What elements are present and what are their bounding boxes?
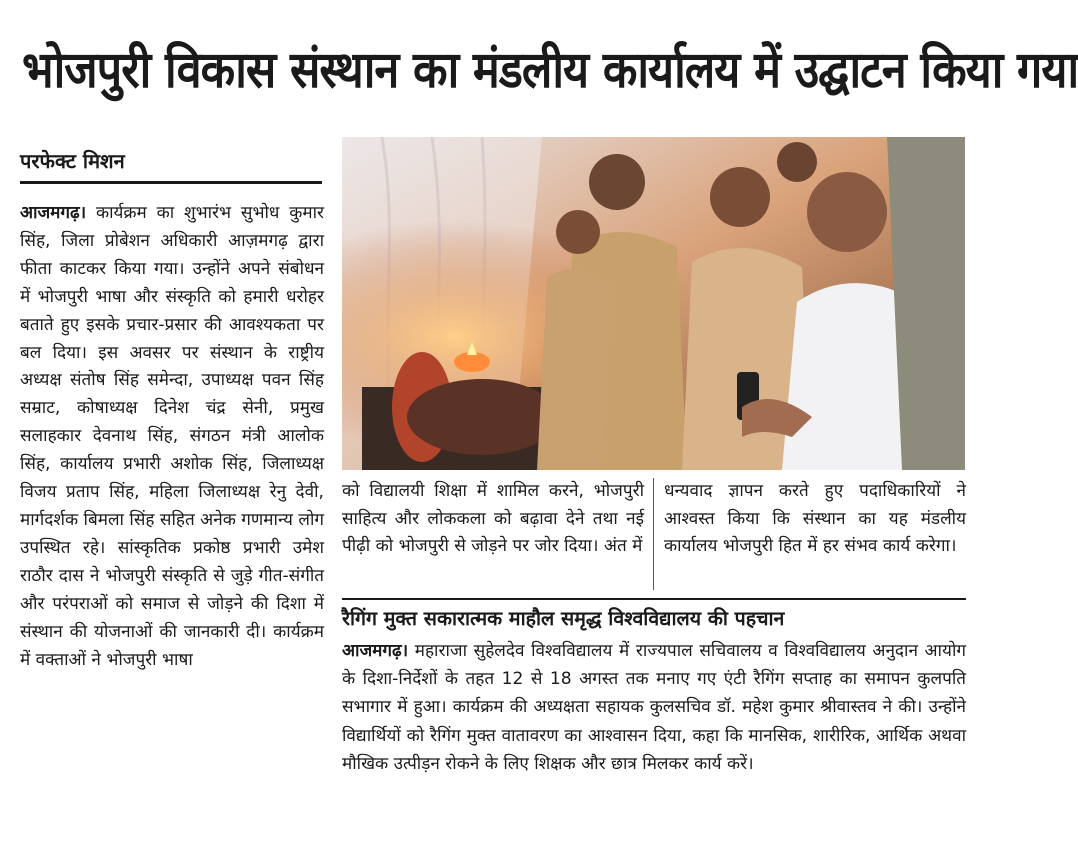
inauguration-photo [342,137,965,470]
left-column-text: कार्यक्रम का शुभारंभ सुभोध कुमार सिंह, जिला प्रोबेशन अधिकारी आज़मगढ़ द्वारा फीता काटकर किया गया। उन्होंने अपने संबोधन में भोजपुरी भाषा और संस्कृति को हमारी धरोहर बताते हुए इसके प्रचार-प्रसार की आवश्यकता पर बल दिया। इस अवसर पर संस्थान के राष्ट्रीय अध्यक्ष संतोष सिंह समेन्दा, उपाध्यक्ष पवन सिंह सम्राट, कोषाध्यक्ष दिनेश चंद्र सेनी, प्रमुख सलाहकार देवनाथ सिंह, संगठन मंत्री आलोक सिंह, कार्यालय प्रभारी अशोक सिंह, जिलाध्यक्ष विजय प्रताप सिंह, महिला जिलाध्यक्ष रेनु देवी, मार्गदर्शक बिमला सिंह सहित अनेक गणमान्य लोग उपस्थित रहे। सांस्कृतिक प्रकोष्ठ प्रभारी उमेश राठौर दास ने भोजपुरी संस्कृति से जुड़े गीत-संगीत और परंपराओं को समाज से जोड़ने की दिशा में संस्थान की योजनाओं की जानकारी दी। कार्यक्रम में वक्ताओं ने भोजपुरी भाषा [20,203,325,670]
sub-article-dateline: आजमगढ़। [342,641,409,661]
article-right-column: धन्यवाद ज्ञापन करते हुए पदाधिकारियों ने आश्वस्त किया कि संस्थान का यह मंडलीय कार्यालय भोजपुरी हित में हर संभव कार्य करेगा। [664,481,966,556]
sub-article-text: महाराजा सुहेलदेव विश्वविद्यालय में राज्यपाल सचिवालय व विश्वविद्यालय अनुदान आयोग के दिशा-निर्देशों के तहत 12 से 18 अगस्त तक मनाए गए एंटी रैगिंग सप्ताह का समापन कुलपति सभागार में हुआ। कार्यक्रम की अध्यक्षता सहायक कुलसचिव डॉ. महेश कुमार श्रीवास्तव ने की। उन्होंने विद्यार्थियों को रैगिंग मुक्त वातावरण का आश्वासन दिया, कहा कि मानसिक, शारीरिक, आर्थिक अथवा मौखिक उत्पीड़न रोकने के लिए शिक्षक और छात्र मिलकर कार्य करें। [342,641,966,774]
inauguration-photo-illustration [342,137,965,470]
article-left-column [20,200,324,674]
sub-article-headline: रैगिंग मुक्त सकारात्मक माहौल समृद्ध विश्वविद्यालय की पहचान [342,607,785,630]
article-middle-column: को विद्यालयी शिक्षा में शामिल करने, भोजपुरी साहित्य और लोककला को बढ़ावा देने तथा नई पीढ़ी को भोजपुरी से जोड़ने पर जोर दिया। अंत में [342,481,644,556]
article-headline: भोजपुरी विकास संस्थान का मंडलीय कार्यालय में उद्घाटन किया गया [22,39,1078,100]
section-divider [342,598,966,600]
sub-article-body [342,637,966,778]
column-divider [653,478,654,590]
dateline-place: आजमगढ़। [20,203,87,223]
byline: परफेक्ट मिशन [20,145,322,184]
